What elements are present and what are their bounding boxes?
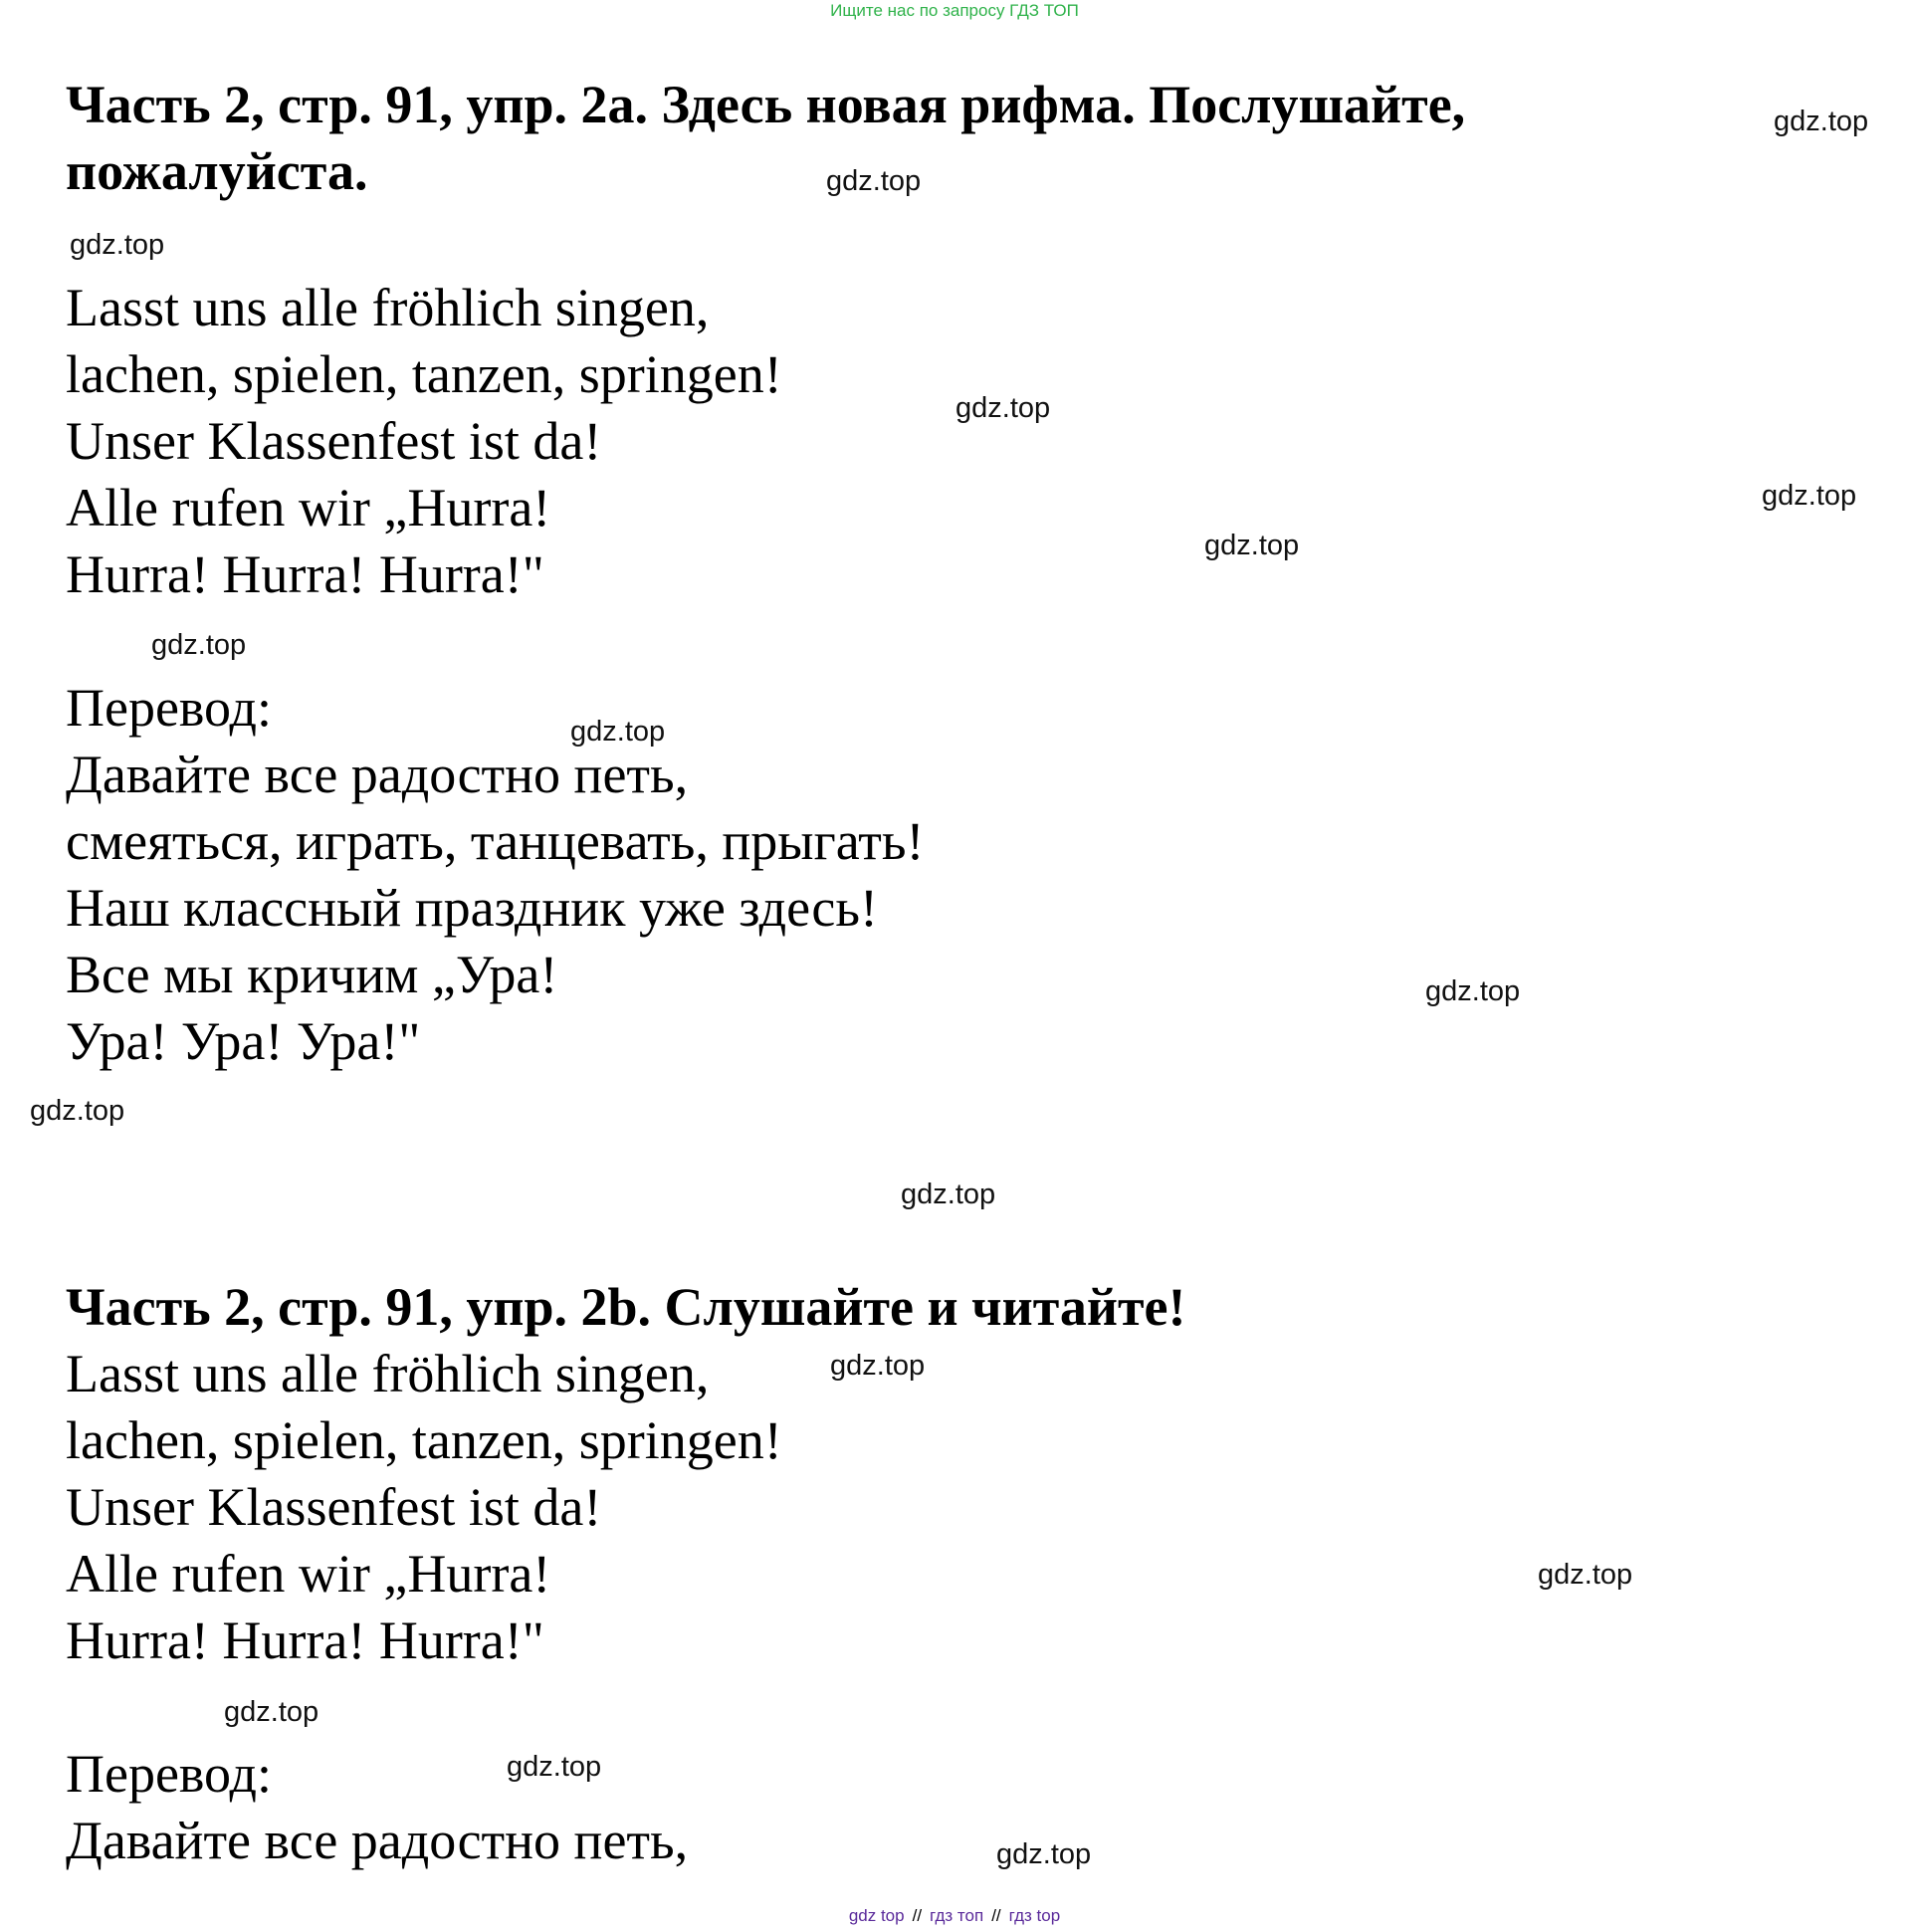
watermark: gdz.top [507, 1751, 602, 1783]
section-a-translation [66, 675, 925, 1075]
watermark: gdz.top [901, 1179, 996, 1210]
footer-separator: // [991, 1906, 1001, 1925]
footer-separator: // [912, 1906, 923, 1925]
section-b-poem [66, 1341, 782, 1674]
translation-line: Все мы кричим „Ура! [66, 945, 558, 1004]
section-a-poem [66, 275, 782, 608]
translation-line: Давайте все радостно петь, [66, 745, 689, 804]
watermark: gdz.top [151, 629, 247, 661]
translation-line: Давайте все радостно петь, [66, 1811, 689, 1870]
watermark: gdz.top [70, 229, 165, 261]
poem-line: Alle rufen wir „Hurra! [66, 478, 551, 537]
translation-line: Ура! Ура! Ура!" [66, 1011, 421, 1071]
poem-line: Unser Klassenfest ist da! [66, 411, 602, 471]
poem-line: lachen, spielen, tanzen, springen! [66, 1410, 782, 1470]
watermark: gdz.top [1425, 975, 1521, 1007]
section-a-heading-line2: пожалуйста. [66, 141, 368, 201]
watermark: gdz.top [996, 1838, 1092, 1870]
watermark: gdz.top [955, 392, 1051, 424]
top-banner [0, 0, 1909, 22]
poem-line: Hurra! Hurra! Hurra!" [66, 544, 544, 604]
footer-links [0, 1905, 1909, 1927]
translation-label: Перевод: [66, 1744, 272, 1804]
watermark: gdz.top [30, 1095, 125, 1127]
banner-text: Ищите нас по запросу ГДЗ ТОП [830, 1, 1079, 20]
watermark: gdz.top [830, 1350, 926, 1382]
poem-line: Hurra! Hurra! Hurra!" [66, 1610, 544, 1670]
poem-line: Lasst uns alle fröhlich singen, [66, 278, 710, 337]
translation-label: Перевод: [66, 678, 272, 738]
watermark: gdz.top [570, 716, 666, 748]
watermark: gdz.top [1538, 1559, 1633, 1591]
footer-link[interactable]: gdz top [848, 1906, 905, 1925]
watermark: gdz.top [1762, 480, 1857, 512]
watermark: gdz.top [1774, 106, 1869, 137]
section-a-heading-line1: Часть 2, стр. 91, упр. 2a. Здесь новая рифма. Послушайте, [66, 75, 1466, 134]
poem-line: Lasst uns alle fröhlich singen, [66, 1344, 710, 1403]
translation-line: Наш классный праздник уже здесь! [66, 878, 879, 938]
watermark: gdz.top [826, 165, 922, 197]
section-b-heading: Часть 2, стр. 91, упр. 2b. Слушайте и читайте! [66, 1277, 1186, 1337]
watermark: gdz.top [1204, 530, 1300, 561]
poem-line: lachen, spielen, tanzen, springen! [66, 344, 782, 404]
poem-line: Alle rufen wir „Hurra! [66, 1544, 551, 1604]
footer-link[interactable]: гдз top [1008, 1906, 1061, 1925]
watermark: gdz.top [224, 1696, 319, 1728]
translation-line: смеяться, играть, танцевать, прыгать! [66, 811, 925, 871]
footer-link[interactable]: гдз топ [930, 1906, 984, 1925]
poem-line: Unser Klassenfest ist da! [66, 1477, 602, 1537]
